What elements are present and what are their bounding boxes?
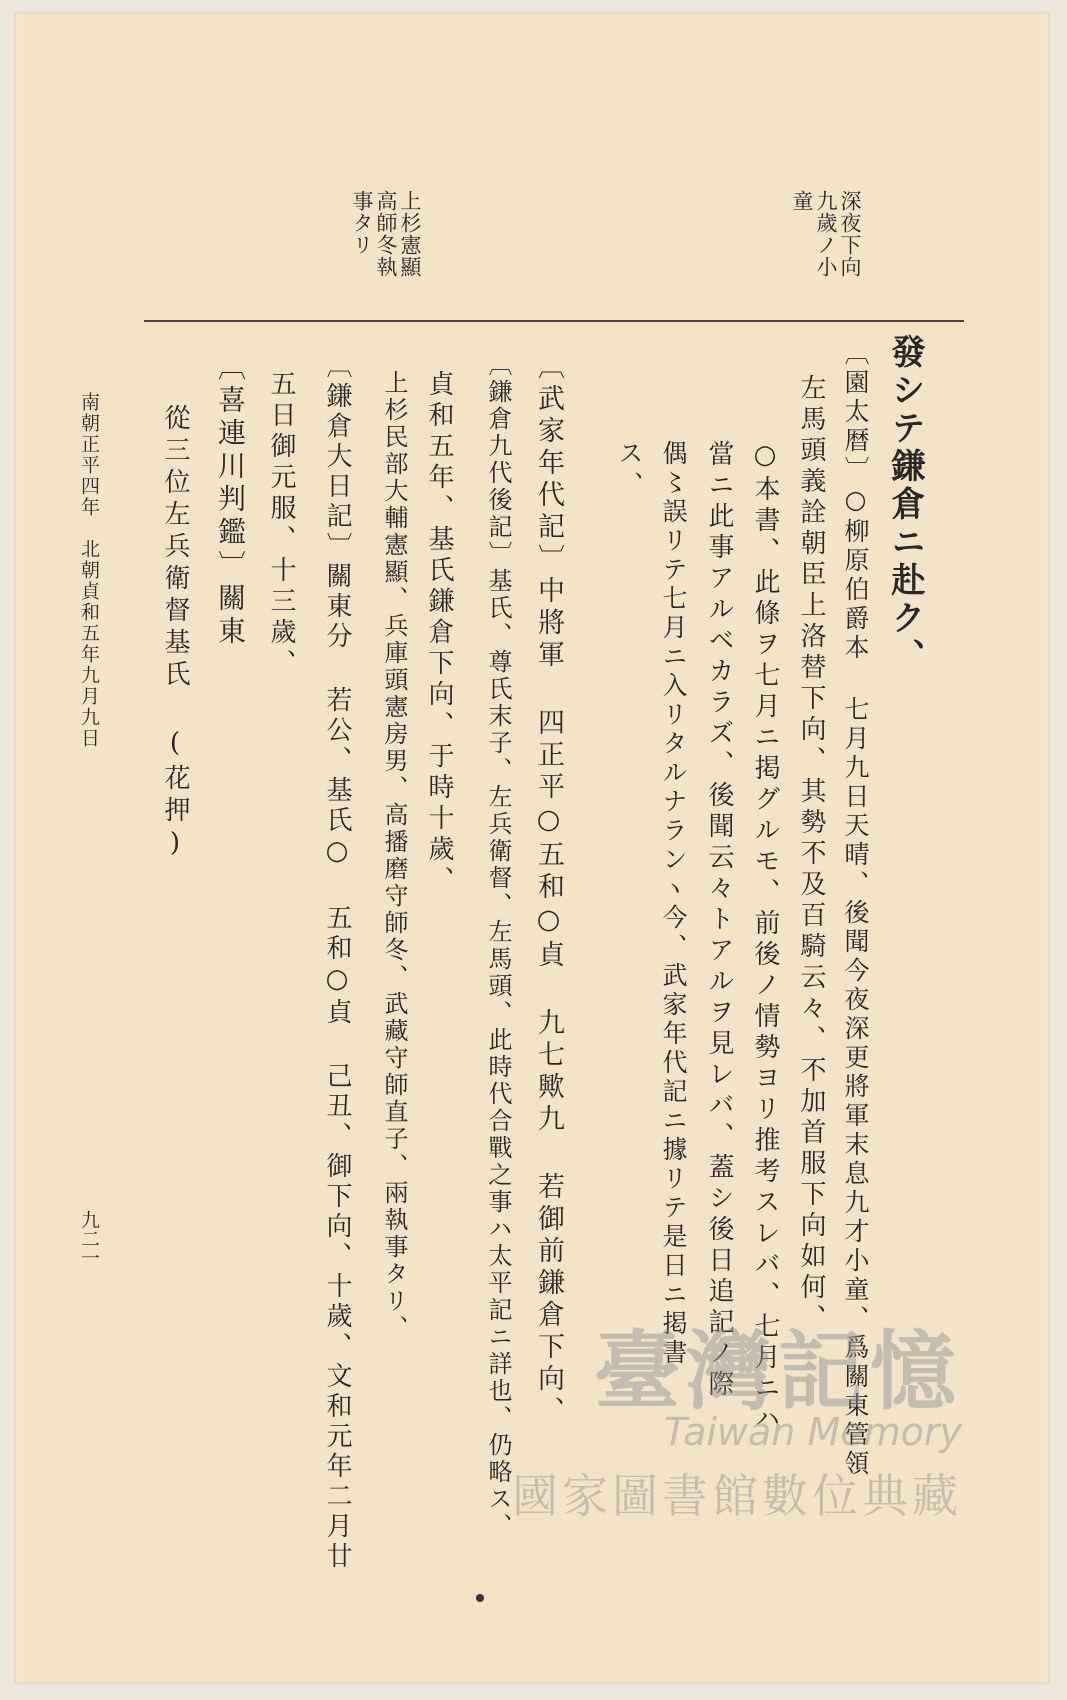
footer-date: 南朝正平四年 北朝貞和五年九月九日 [78,392,100,749]
margin-note: 深夜下向 [838,190,862,278]
text-column: 從三位左兵衛督基氏 (花押) [160,404,190,864]
margin-note: 童 [790,190,814,212]
text-column: ○本書、此條ヲ七月ニ掲グルモ、前後ノ情勢ヨリ推考スレバ、七月ニハ [750,440,780,1436]
text-column: 〔武家年代記〕中將軍 四正平○五和○貞 九七歟九 若御前鎌倉下向、 [533,352,564,1428]
section-heading: 發シテ鎌倉ニ赴ク、 [885,334,925,676]
text-column: ス、 [615,440,644,502]
text-column: 當ニ此事アルベカラズ、後聞云々トアルヲ見レバ、蓋シ後日追記ノ際 [704,440,734,1401]
text-column: 〔鎌倉九代後記〕基氏、尊氏末子、左兵衛督、左馬頭、此時代合戰之事ハ太平記ニ詳也、仍略ス、 [484,352,512,1540]
ink-dot [476,1594,484,1602]
text-column: 〔喜連川判鑑〕關東 [214,352,247,649]
margin-note: 上杉憲顯 [398,190,422,278]
margin-note: 九歲ノ小 [814,190,838,278]
text-column: 五日御元服、十三歲、 [266,370,296,680]
text-column: 貞和五年、基氏鎌倉下向、于時十歲、 [424,370,454,897]
watermark-subtitle: Taiwan Memory [663,1410,962,1454]
text-column: 上杉民部大輔憲顯、兵庫頭憲房男、高播磨守師冬、武藏守師直子、兩執事タリ、 [380,370,408,1342]
margin-note: 事タリ [350,190,374,256]
text-column: 〔園太暦〕○柳原伯爵本 七月九日天晴、後聞今夜深更將軍末息九才小童、爲關東管領 [841,340,870,1479]
document-page [14,12,1050,1684]
watermark [512,1302,962,1526]
text-column: 左馬頭義詮朝臣上洛替下向、其勢不及百騎云々、不加首服下向如何、 [796,374,826,1335]
watermark-title: 臺灣記憶 [594,1322,962,1422]
watermark-org: 國家圖書館數位典藏 [512,1469,962,1523]
page-number: 九二一 [78,1210,100,1267]
text-column: 〔鎌倉大日記〕關東分 若公、基氏○ 五和○貞 己丑、御下向、十歲、文和元年二月廿 [322,352,352,1572]
divider-rule [144,320,964,322]
text-column: 偶〻誤リテ七月ニ入リタルナランヽ今、武家年代記ニ據リテ是日ニ掲書 [659,440,688,1368]
margin-note: 高師冬執 [374,190,398,278]
